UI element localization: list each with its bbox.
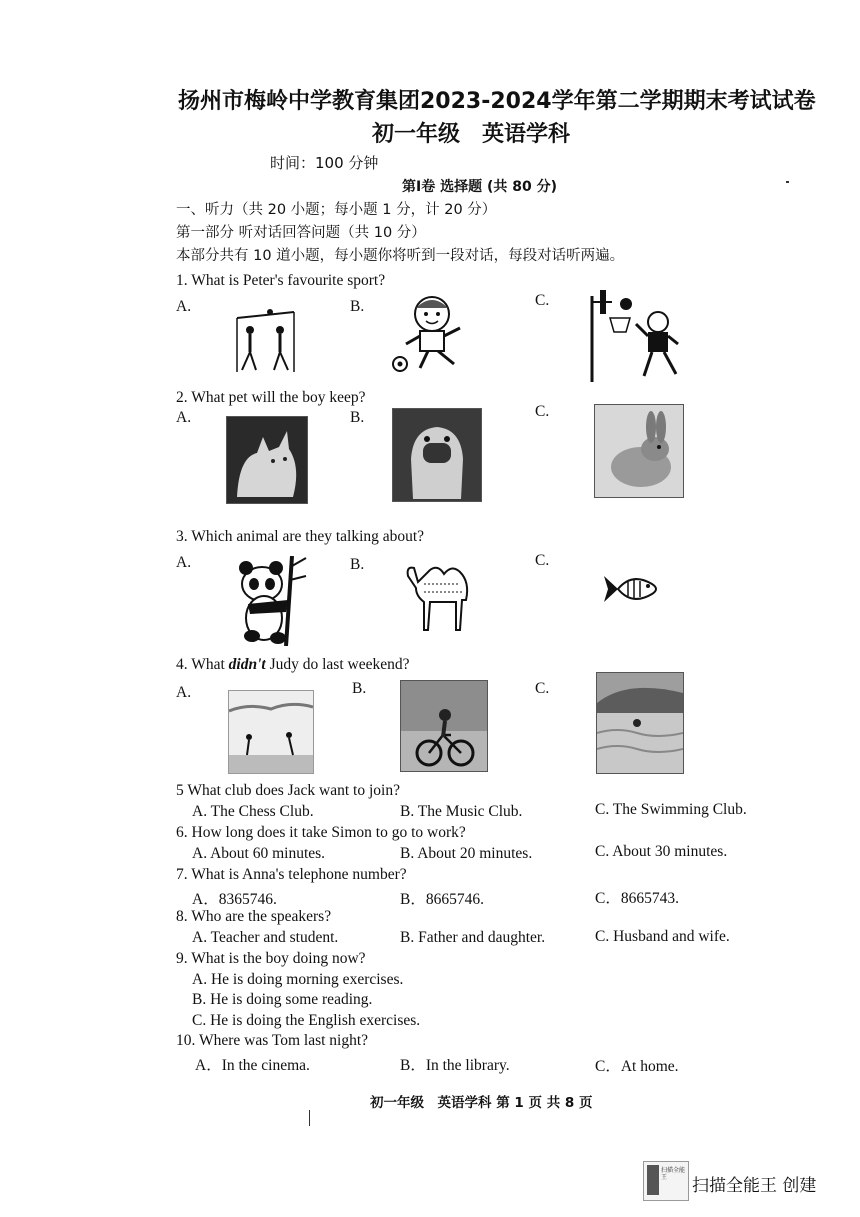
q4-option-b-label: B. bbox=[352, 680, 367, 697]
listening-heading: 一、听力（共 20 小题；每小题 1 分，计 20 分） bbox=[176, 202, 497, 218]
qr-icon bbox=[647, 1165, 659, 1195]
q8-option-a: A. Teacher and student. bbox=[192, 929, 339, 946]
q8-option-c: C. Husband and wife. bbox=[595, 928, 730, 945]
question-4-end: Judy do last weekend? bbox=[265, 656, 410, 673]
instructions: 本部分共有 10 道小题，每小题你将听到一段对话，每段对话听两遍。 bbox=[176, 248, 625, 264]
q7-option-b: B．8665746. bbox=[400, 891, 484, 908]
scanner-logo-text: 扫描全能王 bbox=[661, 1167, 686, 1181]
q4-option-c-label: C. bbox=[535, 680, 550, 697]
q6-option-c: C. About 30 minutes. bbox=[595, 843, 728, 860]
stray-mark bbox=[309, 1110, 310, 1126]
page-footer: 初一年级 英语学科 第 1 页 共 8 页 bbox=[370, 1095, 593, 1111]
question-10: 10. Where was Tom last night? bbox=[176, 1032, 369, 1049]
question-7: 7. What is Anna's telephone number? bbox=[176, 866, 407, 883]
q7-option-a: A．8365746. bbox=[192, 891, 277, 908]
q3-option-c-label: C. bbox=[535, 552, 550, 569]
scanner-watermark: 扫描全能王 创建 bbox=[692, 1176, 817, 1196]
q1-option-b-label: B. bbox=[350, 298, 365, 315]
part1-heading: 第一部分 听对话回答问题（共 10 分） bbox=[176, 225, 426, 241]
rabbit-picture bbox=[594, 404, 684, 498]
q10-option-a: A．In the cinema. bbox=[195, 1057, 310, 1074]
question-2: 2. What pet will the boy keep? bbox=[176, 389, 366, 406]
section-title: 第Ⅰ卷 选择题 (共 80 分) bbox=[402, 179, 557, 195]
camel-picture bbox=[400, 562, 482, 632]
q1-option-c-label: C. bbox=[535, 292, 550, 309]
q2-option-c-label: C. bbox=[535, 403, 550, 420]
question-3: 3. Which animal are they talking about? bbox=[176, 528, 425, 545]
question-1: 1. What is Peter's favourite sport? bbox=[176, 272, 386, 289]
question-4-emphasis: didn't bbox=[228, 656, 266, 673]
cat-picture bbox=[226, 416, 308, 504]
question-4-start: 4. What bbox=[176, 656, 229, 673]
football-boy-picture bbox=[388, 294, 472, 374]
panda-picture bbox=[226, 556, 310, 646]
q10-option-c: C．At home. bbox=[595, 1058, 679, 1075]
q7-option-c: C．8665743. bbox=[595, 890, 679, 907]
dog-picture bbox=[392, 408, 482, 502]
q4-option-a-label: A. bbox=[176, 684, 192, 701]
q10-option-b: B．In the library. bbox=[400, 1057, 510, 1074]
q5-option-a: A. The Chess Club. bbox=[192, 803, 314, 820]
q3-option-a-label: A. bbox=[176, 554, 192, 571]
q8-option-b: B. Father and daughter. bbox=[400, 929, 546, 946]
swimming-picture bbox=[596, 672, 684, 774]
basketball-boy-picture bbox=[586, 288, 686, 384]
q2-option-a-label: A. bbox=[176, 409, 192, 426]
q6-option-b: B. About 20 minutes. bbox=[400, 845, 533, 862]
question-4 bbox=[176, 656, 410, 674]
question-8: 8. Who are the speakers? bbox=[176, 908, 332, 925]
fish-picture bbox=[602, 570, 662, 608]
q6-option-a: A. About 60 minutes. bbox=[192, 845, 326, 862]
cycling-picture bbox=[400, 680, 488, 772]
q5-option-c: C. The Swimming Club. bbox=[595, 801, 747, 818]
exam-time: 时间：100 分钟 bbox=[270, 154, 379, 172]
volleyball-picture bbox=[232, 308, 302, 374]
q9-option-c: C. He is doing the English exercises. bbox=[192, 1012, 421, 1029]
scanner-logo bbox=[643, 1161, 689, 1201]
stray-dot bbox=[786, 181, 789, 183]
beach-picture bbox=[228, 690, 314, 774]
q5-option-b: B. The Music Club. bbox=[400, 803, 523, 820]
q2-option-b-label: B. bbox=[350, 409, 365, 426]
exam-title: 扬州市梅岭中学教育集团2023-2024学年第二学期期末考试试卷 bbox=[178, 89, 816, 114]
question-9: 9. What is the boy doing now? bbox=[176, 950, 366, 967]
question-6: 6. How long does it take Simon to go to work? bbox=[176, 824, 466, 841]
q1-option-a-label: A. bbox=[176, 298, 192, 315]
q9-option-b: B. He is doing some reading. bbox=[192, 991, 373, 1008]
question-5: 5 What club does Jack want to join? bbox=[176, 782, 400, 799]
exam-subtitle: 初一年级 英语学科 bbox=[372, 122, 571, 147]
q9-option-a: A. He is doing morning exercises. bbox=[192, 971, 404, 988]
q3-option-b-label: B. bbox=[350, 556, 365, 573]
